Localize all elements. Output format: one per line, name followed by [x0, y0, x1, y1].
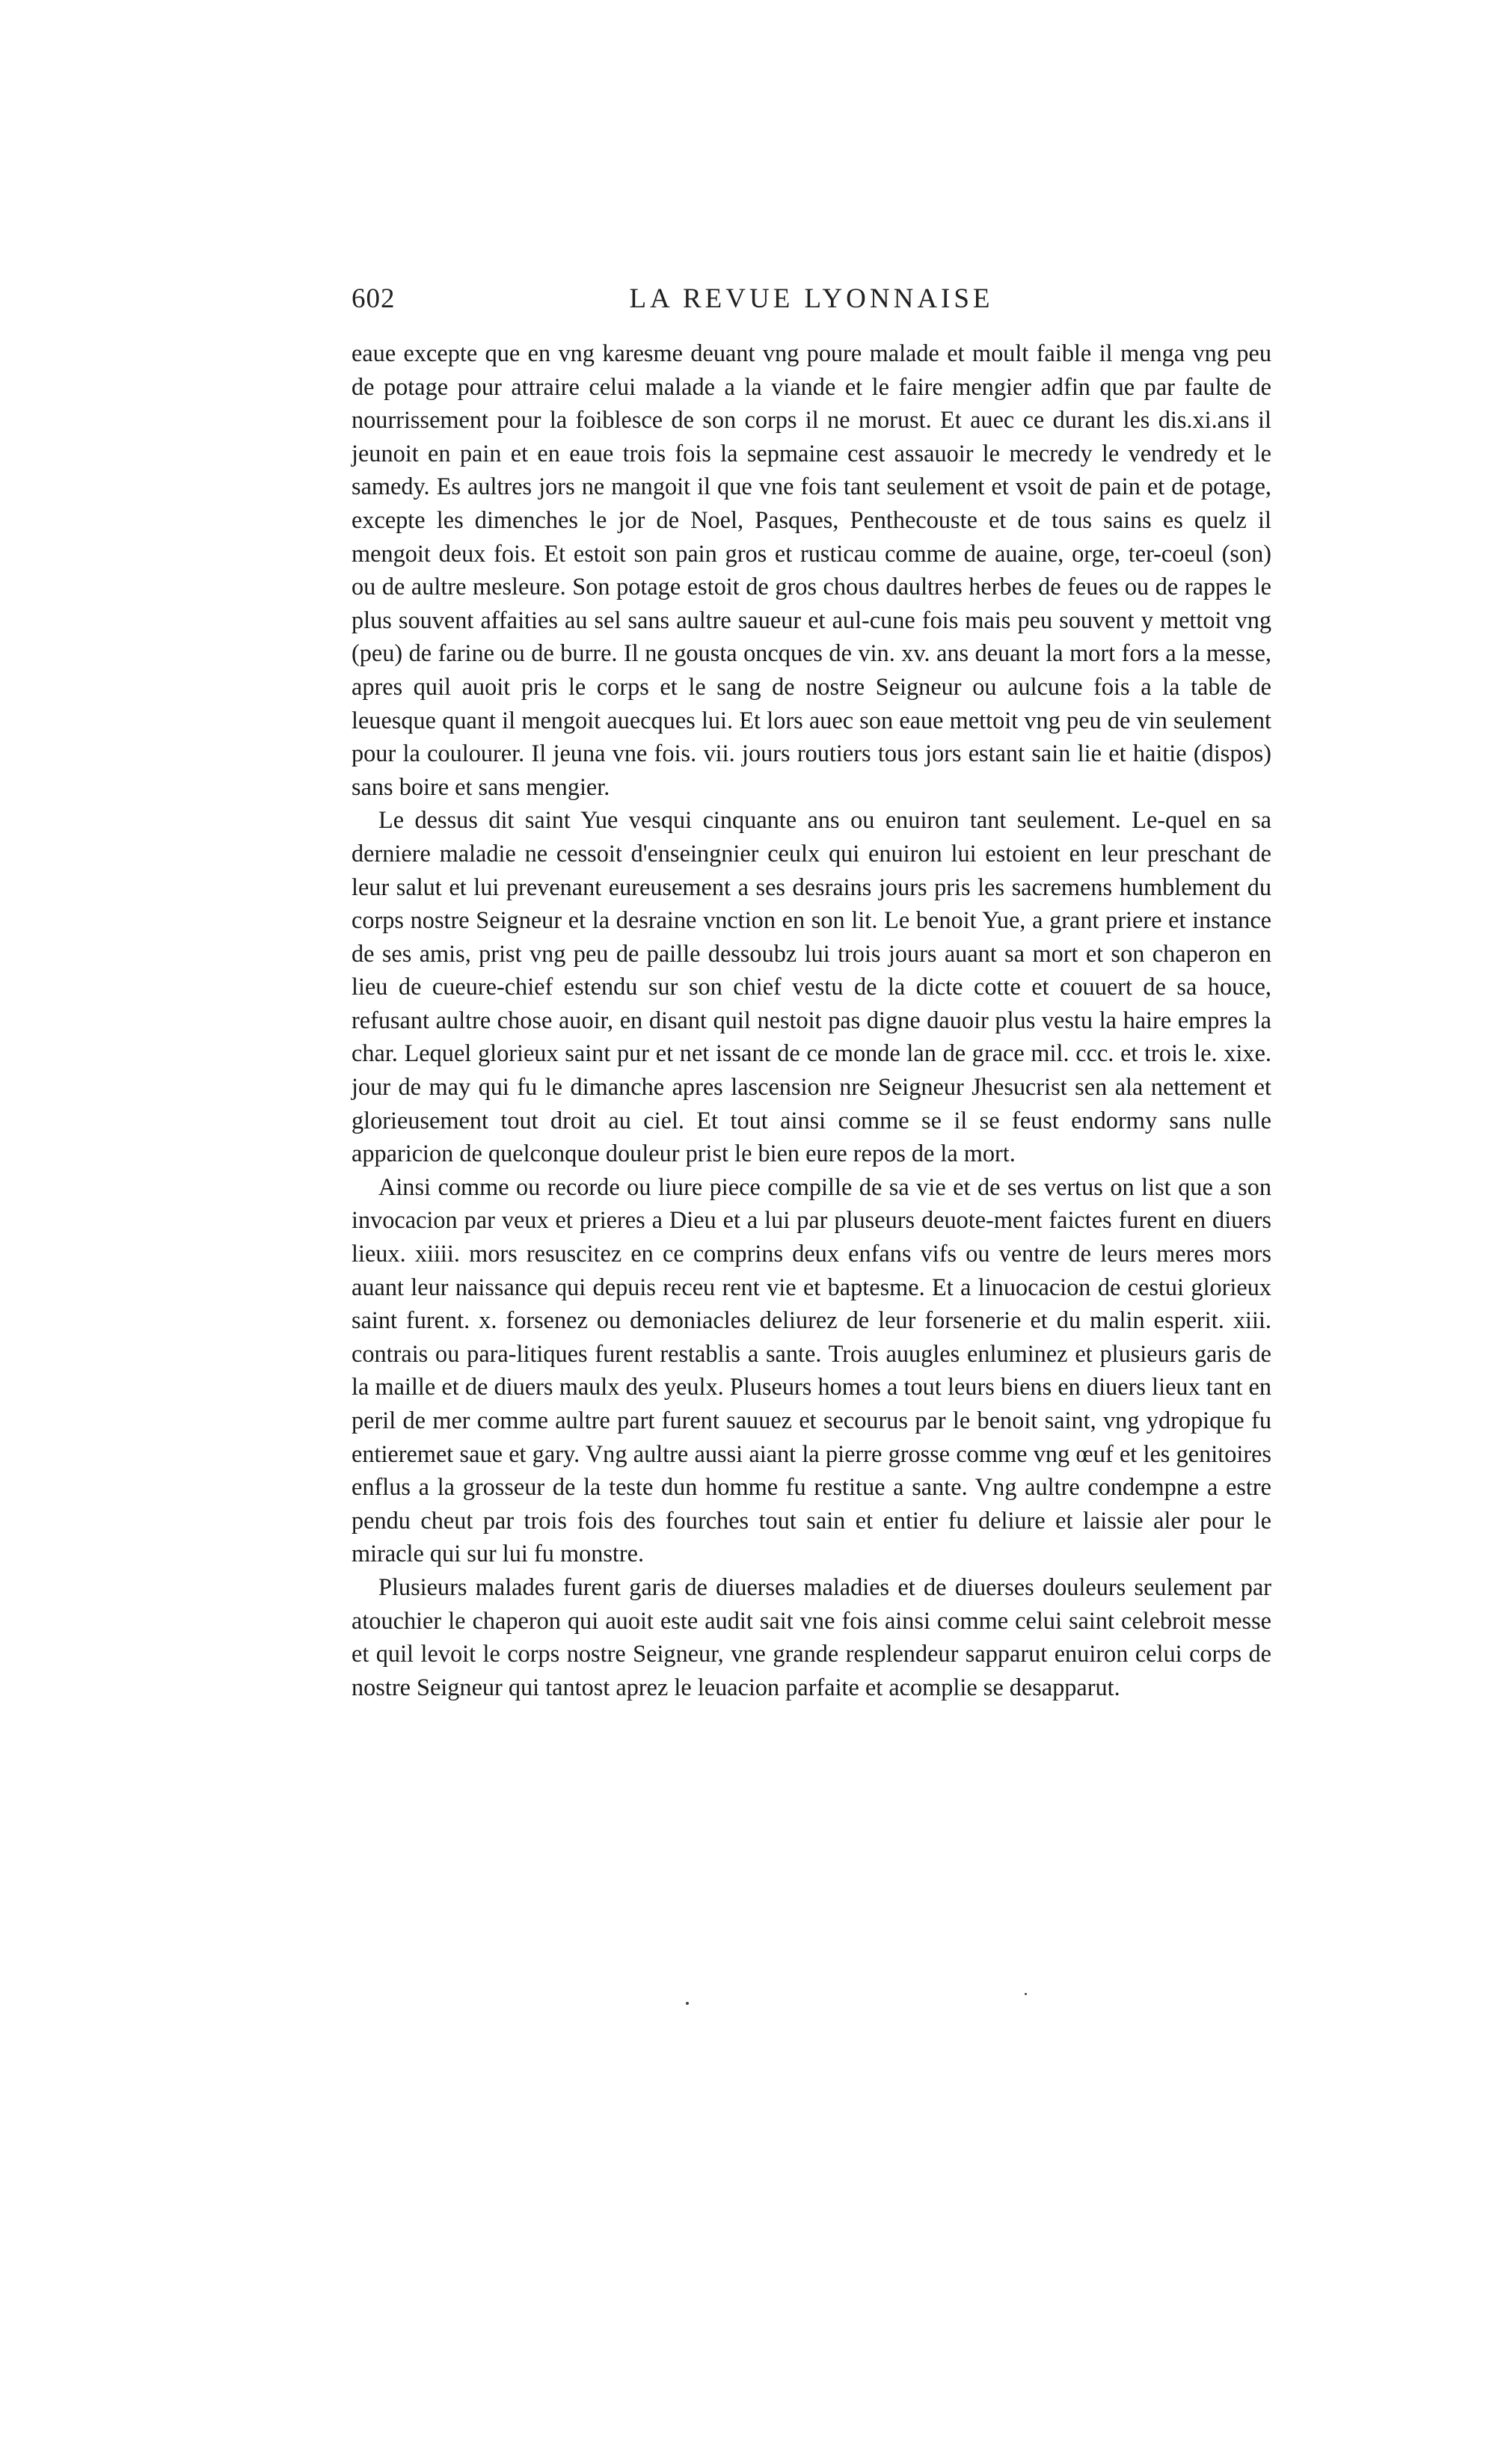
- print-speck: [686, 2002, 689, 2005]
- paragraph-4: Plusieurs malades furent garis de diuerses maladies et de diuerses douleurs seulement par atouchier le chaperon qui auoit este audit sait vne fois ainsi comme celui saint celebroit messe et quil levoit le corps nostre Seigneur, vne grande resplendeur sapparut enuiron celui corps de nostre Seigneur qui tantost aprez le leuacion parfaite et acomplie se desapparut.: [352, 1573, 1271, 1700]
- print-speck: [1025, 1993, 1027, 1995]
- running-header: [352, 283, 1271, 325]
- journal-title: LA REVUE LYONNAISE: [629, 283, 994, 314]
- paragraph-1: eaue excepte que en vng karesme deuant vng poure malade et moult faible il menga vng peu de potage pour attraire celui malade a la viande et le faire mengier adfin que par faulte de nourrissement pour la foiblesce de son corps il ne morust. Et auec ce durant les dis.xi.ans il jeunoit en pain et en eaue trois fois la sepmaine cest assauoir le mecredy le vendredy et le samedy. Es aultres jors ne mangoit il que vne fois tant seulement et vsoit de pain et de potage, excepte les dimenches le jor de Noel, Pasques, Penthecouste et de tous sains es quelz il mengoit deux fois. Et estoit son pain gros et rusticau comme de auaine, orge, ter-coeul (son) ou de aultre mesleure. Son potage estoit de gros chous daultres herbes de feues ou de rappes le plus souvent affaities au sel sans aultre saueur et aul-cune fois mais peu souvent y mettoit vng (peu) de farine ou de burre. Il ne gousta oncques de vin. xv. ans deuant la mort fors a la messe, apres quil auoit pris le corps et le sang de nostre Seigneur ou aulcune fois a la table de leuesque quant il mengoit auecques lui. Et lors auec son eaue mettoit vng peu de vin seulement pour la coulourer. Il jeuna vne fois. vii. jours routiers tous jors estant sain lie et haitie (dispos) sans boire et sans mengier.: [352, 340, 1271, 800]
- page-number: 602: [352, 283, 396, 314]
- paragraph-3: Ainsi comme ou recorde ou liure piece compille de sa vie et de ses vertus on list que a son invocacion par veux et prieres a Dieu et a lui par pluseurs deuote-ment faictes furent en diuers lieux. xiiii. mors resuscitez en ce comprins deux enfans vifs ou ventre de leurs meres mors auant leur naissance qui depuis receu rent vie et baptesme. Et a linuocacion de cestui glorieux saint furent. x. forsenez ou demoniacles deliurez de leur forsenerie et du malin esperit. xiii. contrais ou para-litiques furent restablis a sante. Trois auugles enluminez et plusieurs garis de la maille et de diuers maulx des yeulx. Pluseurs homes a tout leurs biens en diuers lieux tant en peril de mer comme aultre part furent sauuez et secourus par le benoit saint, vng ydropique fu entieremet saue et gary. Vng aultre aussi aiant la pierre grosse comme vng œuf et les genitoires enflus a la grosseur de la teste dun homme fu restitue a sante. Vng aultre condempne a estre pendu cheut par trois fois des fourches tout sain et entier fu deliure et laissie aler pour le miracle qui sur lui fu monstre.: [352, 1173, 1271, 1567]
- body-text: [352, 337, 1271, 1703]
- paragraph-2: Le dessus dit saint Yue vesqui cinquante ans ou enuiron tant seulement. Le-quel en sa derniere maladie ne cessoit d'enseingnier ceulx qui enuiron lui estoient en leur preschant de leur salut et lui prevenant eureusement a ses desrains jours pris les sacremens humblement du corps nostre Seigneur et la desraine vnction en son lit. Le benoit Yue, a grant priere et instance de ses amis, prist vng peu de paille dessoubz lui trois jours auant sa mort et son chaperon en lieu de cueure-chief estendu sur son chief vestu de la dicte cotte et couuert de sa houce, refusant aultre chose auoir, en disant quil nestoit pas digne dauoir plus vestu la haire empres la char. Lequel glorieux saint pur et net issant de ce monde lan de grace mil. ccc. et trois le. xixe. jour de may qui fu le dimanche apres lascension nre Seigneur Jhesucrist sen ala nettement et glorieusement tout droit au ciel. Et tout ainsi comme se il se feust endormy sans nulle apparicion de quelconque douleur prist le bien eure repos de la mort.: [352, 806, 1271, 1167]
